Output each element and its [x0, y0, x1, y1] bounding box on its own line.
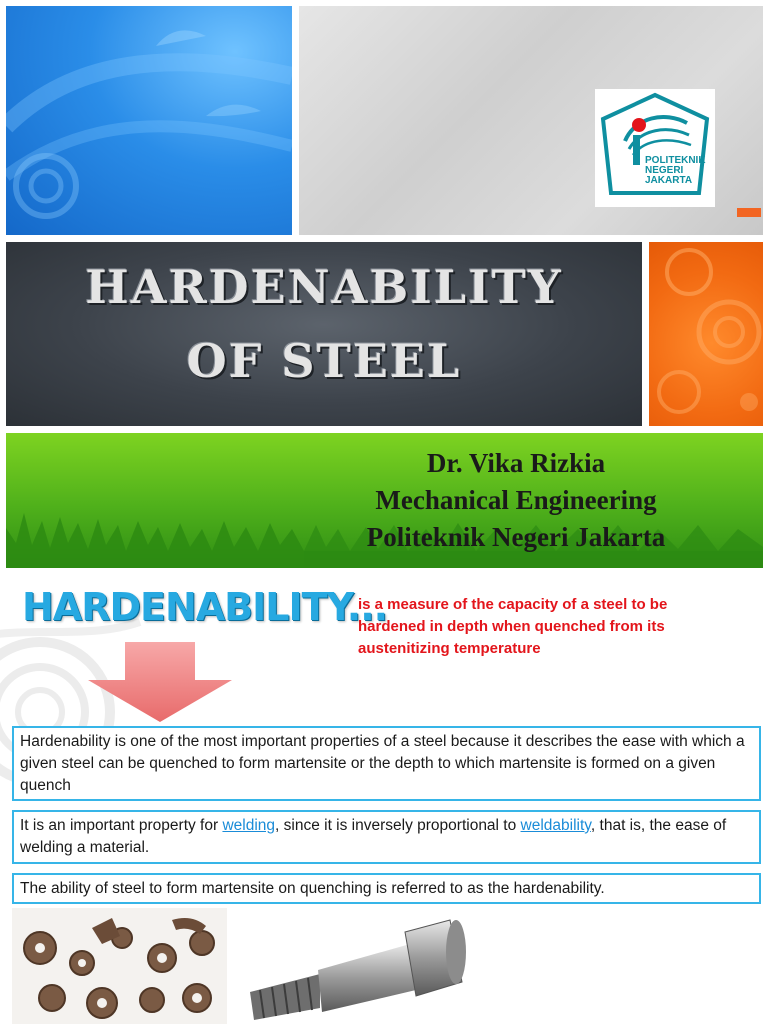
info-box-importance [12, 726, 761, 801]
gear-parts-illustration [12, 908, 227, 1024]
author-institution: Politeknik Negeri Jakarta [366, 522, 666, 552]
institution-logo [595, 89, 715, 207]
slide-title [6, 250, 642, 398]
svg-text:POLITEKNIK: POLITEKNIK [645, 155, 706, 166]
gear-parts-image [12, 908, 227, 1024]
green-grass-tile [6, 433, 763, 568]
arrow-down-icon [80, 642, 240, 722]
blue-swirl-pattern [6, 6, 292, 235]
orange-decorative-tile [649, 242, 763, 426]
info-box-welding [12, 810, 761, 864]
author-name: Dr. Vika Rizkia [426, 448, 606, 478]
title-panel [6, 242, 642, 426]
author-department: Mechanical Engineering [375, 485, 657, 515]
politeknik-logo-icon [595, 89, 715, 207]
info-box-importance-text: Hardenability is one of the most important properties of a steel because it describes the ease with which a given steel can be quenched to form martensite or the depth to which martensite is formed on a given quench [20, 733, 745, 794]
info-box-martensite [12, 873, 761, 904]
definition-slide [0, 572, 768, 1024]
definition-text: is a measure of the capacity of a steel to be hardened in depth when quenched from its austenitizing temperature [358, 596, 668, 657]
blue-decorative-tile [6, 6, 292, 235]
bolt-image [240, 912, 480, 1024]
welding-text-part-2: , since it is inversely proportional to [275, 817, 521, 834]
weldability-link[interactable]: weldability [520, 817, 591, 834]
slide-heading: HARDENABILITY... [22, 585, 388, 629]
title-line-1: HARDENABILITY [85, 260, 563, 314]
orange-circle-pattern [649, 242, 763, 426]
orange-accent-bar [737, 208, 761, 217]
info-box-martensite-text: The ability of steel to form martensite on quenching is referred to as the hardenability. [20, 880, 605, 897]
welding-link[interactable]: welding [222, 817, 276, 834]
welding-text-part-3: , that is, the ease of welding a material. [20, 817, 727, 856]
welding-text-part-1: It is an important property for [20, 817, 223, 834]
svg-text:NEGERI: NEGERI [645, 165, 684, 176]
svg-text:JAKARTA: JAKARTA [645, 175, 693, 186]
author-block [306, 445, 726, 556]
title-line-2: OF STEEL [186, 334, 462, 388]
